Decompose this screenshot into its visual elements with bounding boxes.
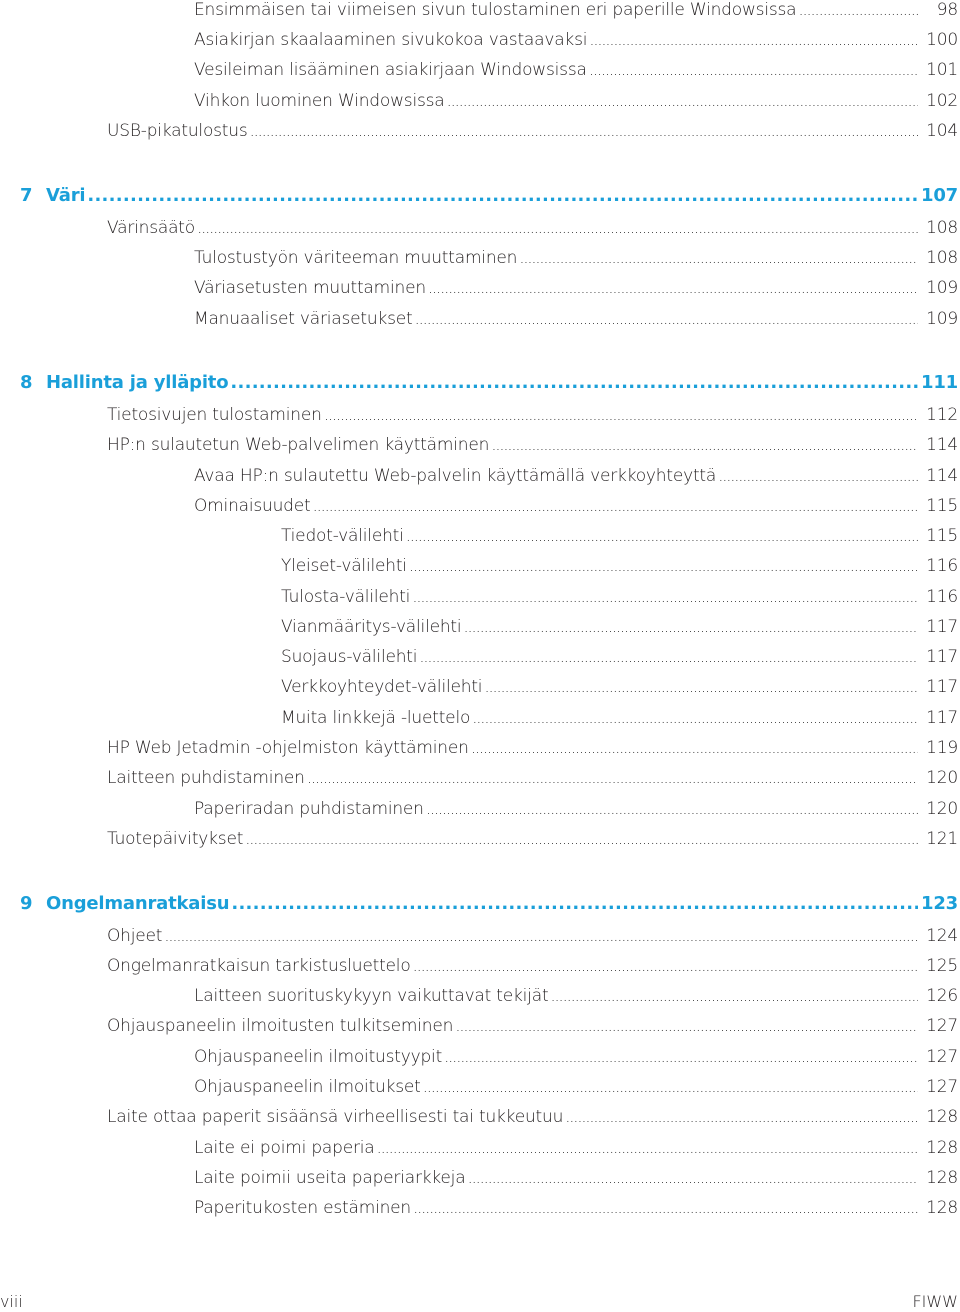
- page-number: 125: [926, 956, 958, 976]
- entry-title: Tiedot-välilehti: [281, 526, 404, 546]
- entry-title: Värinsäätö: [107, 218, 195, 238]
- entry-title: Tietosivujen tulostaminen: [107, 405, 322, 425]
- dot-leader: [313, 496, 918, 516]
- toc-entry[interactable]: [194, 1047, 958, 1073]
- toc-entry[interactable]: [194, 1077, 958, 1103]
- dot-leader: [447, 91, 918, 111]
- dot-leader: [444, 1047, 918, 1067]
- dot-leader: [426, 799, 918, 819]
- chapter-number: 8: [20, 372, 33, 393]
- page-number: 114: [926, 466, 958, 486]
- entry-title: Laite poimii useita paperiarkkeja: [194, 1168, 466, 1188]
- toc-entry[interactable]: [107, 829, 958, 855]
- dot-leader: [428, 278, 918, 298]
- page-number: 114: [926, 435, 958, 455]
- dot-leader: [463, 617, 918, 637]
- toc-entry[interactable]: [107, 768, 958, 794]
- toc-entry[interactable]: [107, 218, 958, 244]
- entry-title: Laite ei poimi paperia: [194, 1138, 375, 1158]
- page-number: 127: [926, 1047, 958, 1067]
- dot-leader: [230, 372, 918, 393]
- page-number: 108: [926, 248, 958, 268]
- dot-leader: [491, 435, 918, 455]
- entry-title: HP:n sulautetun Web-palvelimen käyttäminen: [107, 435, 490, 455]
- page-number: 115: [926, 496, 958, 516]
- entry-title: Suojaus-välilehti: [281, 647, 418, 667]
- toc-entry[interactable]: [281, 617, 958, 643]
- entry-title: Paperiradan puhdistaminen: [194, 799, 424, 819]
- document-code: FIWW: [912, 1292, 958, 1311]
- dot-leader: [324, 405, 918, 425]
- dot-leader: [377, 1138, 918, 1158]
- entry-title: Vesileiman lisääminen asiakirjaan Windowsissa: [194, 60, 587, 80]
- entry-title: Laitteen puhdistaminen: [107, 768, 305, 788]
- toc-entry[interactable]: [194, 986, 958, 1012]
- entry-title: Laitteen suorituskykyyn vaikuttavat tekijät: [194, 986, 549, 1006]
- page-number: 128: [926, 1107, 958, 1127]
- page-number: 116: [926, 587, 958, 607]
- page-number: 98: [936, 0, 958, 20]
- page-number: 112: [926, 405, 958, 425]
- page-number: 109: [926, 278, 958, 298]
- page-number: 126: [926, 986, 958, 1006]
- page-number: 128: [926, 1168, 958, 1188]
- dot-leader: [467, 1168, 918, 1188]
- entry-title: Tulostustyön väriteeman muuttaminen: [194, 248, 518, 268]
- page-number: 127: [926, 1077, 958, 1097]
- dot-leader: [798, 0, 918, 20]
- entry-title: Ohjauspaneelin ilmoitustyypit: [194, 1047, 443, 1067]
- toc-entry[interactable]: [194, 60, 958, 86]
- toc-entry[interactable]: [194, 278, 958, 304]
- dot-leader: [413, 1198, 918, 1218]
- dot-leader: [307, 768, 918, 788]
- dot-leader: [245, 829, 918, 849]
- page-number: 128: [926, 1198, 958, 1218]
- entry-title: Avaa HP:n sulautettu Web-palvelin käyttämällä verkkoyhteyttä: [194, 466, 717, 486]
- toc-entry[interactable]: [107, 405, 958, 431]
- toc-entry[interactable]: [281, 526, 958, 552]
- dot-leader: [406, 526, 918, 546]
- toc-entry[interactable]: [281, 587, 958, 613]
- page-number: 101: [926, 60, 958, 80]
- toc-entry[interactable]: [107, 956, 958, 982]
- page-number: 115: [926, 526, 958, 546]
- entry-title: Asiakirjan skaalaaminen sivukokoa vastaavaksi: [194, 30, 588, 50]
- toc-entry[interactable]: [194, 309, 958, 335]
- toc-entry[interactable]: [194, 30, 958, 56]
- dot-leader: [423, 1077, 918, 1097]
- entry-title: Ongelmanratkaisun tarkistusluettelo: [107, 956, 411, 976]
- toc-entry[interactable]: [194, 0, 958, 26]
- dot-leader: [231, 893, 918, 914]
- entry-title: HP Web Jetadmin -ohjelmiston käyttäminen: [107, 738, 469, 758]
- entry-title: Muita linkkejä -luettelo: [281, 708, 471, 728]
- entry-title: Ensimmäisen tai viimeisen sivun tulostaminen eri paperille Windowsissa: [194, 0, 797, 20]
- chapter-number: 7: [20, 185, 33, 206]
- page-number: 119: [926, 738, 958, 758]
- dot-leader: [409, 556, 918, 576]
- toc-entry[interactable]: [194, 1198, 958, 1224]
- page-number: 104: [926, 121, 958, 141]
- chapter-title: Ongelmanratkaisu: [46, 893, 230, 914]
- toc-entry[interactable]: [107, 121, 958, 147]
- toc-entry[interactable]: [281, 556, 958, 582]
- chapter-entry[interactable]: [20, 185, 958, 211]
- entry-title: Väriasetusten muuttaminen: [194, 278, 426, 298]
- page-number: 108: [926, 218, 958, 238]
- entry-title: Manuaaliset väriasetukset: [194, 309, 413, 329]
- dot-leader: [413, 956, 918, 976]
- entry-title: Verkkoyhteydet-välilehti: [281, 677, 483, 697]
- toc-entry[interactable]: [107, 435, 958, 461]
- toc-entry[interactable]: [194, 1168, 958, 1194]
- toc-entry[interactable]: [194, 91, 958, 117]
- toc-entry[interactable]: [194, 248, 958, 274]
- entry-title: Ohjauspaneelin ilmoitusten tulkitseminen: [107, 1016, 454, 1036]
- page-number: 107: [921, 185, 958, 206]
- chapter-entry[interactable]: [20, 893, 958, 919]
- page-number: 117: [926, 647, 958, 667]
- dot-leader: [164, 926, 918, 946]
- page-number: 120: [926, 799, 958, 819]
- page-number: 128: [926, 1138, 958, 1158]
- dot-leader: [484, 677, 918, 697]
- dot-leader: [718, 466, 918, 486]
- toc-entry[interactable]: [194, 799, 958, 825]
- dot-leader: [472, 708, 918, 728]
- page-number: 100: [926, 30, 958, 50]
- dot-leader: [589, 60, 918, 80]
- entry-title: Yleiset-välilehti: [281, 556, 407, 576]
- toc-entry[interactable]: [281, 677, 958, 703]
- page-number: 109: [926, 309, 958, 329]
- toc-entry[interactable]: [281, 708, 958, 734]
- dot-leader: [250, 121, 919, 141]
- page-number: 123: [921, 893, 958, 914]
- dot-leader: [197, 218, 918, 238]
- toc-entry[interactable]: [194, 466, 958, 492]
- toc-entry[interactable]: [107, 738, 958, 764]
- page-number: 124: [926, 926, 958, 946]
- dot-leader: [565, 1107, 918, 1127]
- page-number: 120: [926, 768, 958, 788]
- chapter-number: 9: [20, 893, 33, 914]
- entry-title: Vianmääritys-välilehti: [281, 617, 462, 637]
- dot-leader: [455, 1016, 918, 1036]
- page-number: 117: [926, 677, 958, 697]
- entry-title: Ohjeet: [107, 926, 163, 946]
- entry-title: Ohjauspaneelin ilmoitukset: [194, 1077, 421, 1097]
- dot-leader: [419, 647, 918, 667]
- page-number: 121: [926, 829, 958, 849]
- toc-entry[interactable]: [281, 647, 958, 673]
- dot-leader: [412, 587, 918, 607]
- page-number: 127: [926, 1016, 958, 1036]
- page-number: 102: [926, 91, 958, 111]
- page-number: 117: [926, 617, 958, 637]
- toc-entry[interactable]: [107, 1107, 958, 1133]
- page-number: 117: [926, 708, 958, 728]
- entry-title: Ominaisuudet: [194, 496, 311, 516]
- dot-leader: [550, 986, 918, 1006]
- dot-leader: [415, 309, 919, 329]
- dot-leader: [87, 185, 918, 206]
- toc-entry[interactable]: [107, 926, 958, 952]
- entry-title: Paperitukosten estäminen: [194, 1198, 411, 1218]
- toc-entry[interactable]: [194, 496, 958, 522]
- page-number: viii: [0, 1292, 23, 1311]
- entry-title: Tulosta-välilehti: [281, 587, 411, 607]
- entry-title: Tuotepäivitykset: [107, 829, 244, 849]
- toc-entry[interactable]: [107, 1016, 958, 1042]
- chapter-title: Hallinta ja ylläpito: [46, 372, 229, 393]
- chapter-entry[interactable]: [20, 372, 958, 398]
- dot-leader: [519, 248, 918, 268]
- dot-leader: [471, 738, 918, 758]
- chapter-title: Väri: [46, 185, 86, 206]
- entry-title: Laite ottaa paperit sisäänsä virheellisesti tai tukkeutuu: [107, 1107, 564, 1127]
- dot-leader: [589, 30, 918, 50]
- toc-entry[interactable]: [194, 1138, 958, 1164]
- entry-title: Vihkon luominen Windowsissa: [194, 91, 445, 111]
- page-number: 116: [926, 556, 958, 576]
- page-number: 111: [921, 372, 958, 393]
- entry-title: USB-pikatulostus: [107, 121, 248, 141]
